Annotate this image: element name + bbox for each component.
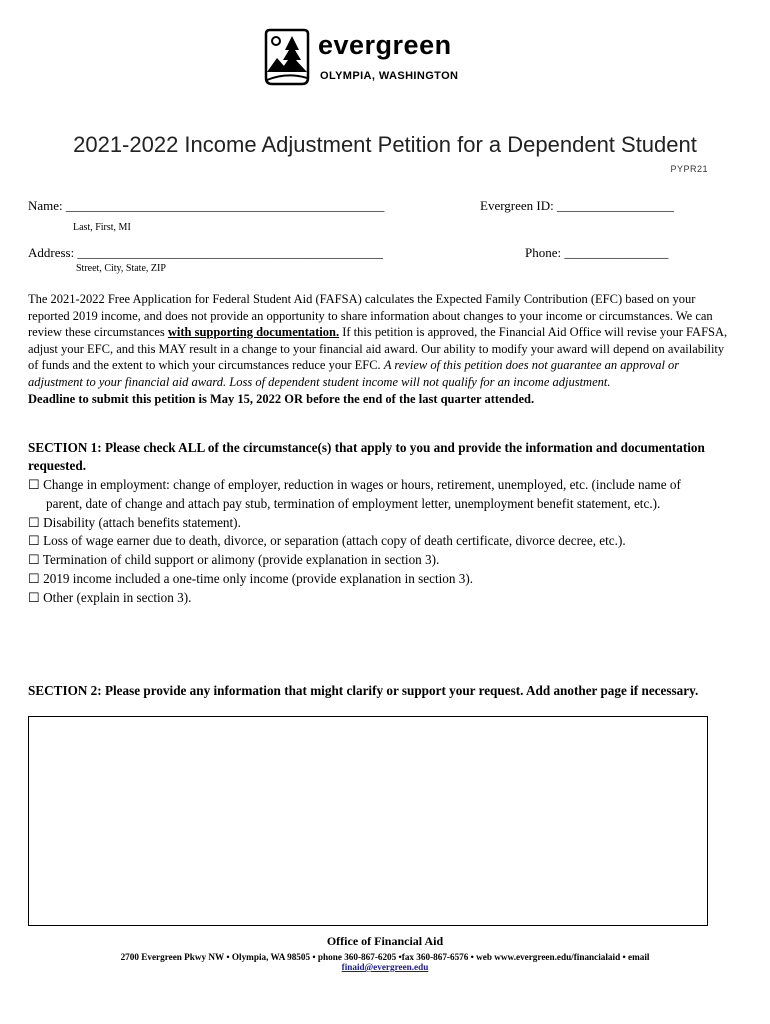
footer-address: 2700 Evergreen Pkwy NW • Olympia, WA 98505 • phone 360-867-6205 •fax 360-867-6576 • web www.evergreen.edu/financialaid • email xyxy=(120,952,650,962)
checklist-item[interactable] xyxy=(28,514,708,533)
address-label: Address: xyxy=(28,245,75,260)
name-input-line[interactable]: _________________________________________________ xyxy=(65,198,385,213)
intro-text-1: The 2021-2022 Free Application for Federal Student Aid (FAFSA) calculates the Expected Family Contribution (EFC) based on your reported 2019 income, and does not provide an opportunity to share information about changes to your income or circumstances. We can review these circumstances xyxy=(28,292,713,340)
phone-input-line[interactable]: ________________ xyxy=(564,245,669,260)
intro-paragraph xyxy=(28,291,728,407)
checklist-item[interactable] xyxy=(28,570,708,589)
checklist-item-label: Change in employment: change of employer, reduction in wages or hours, retirement, unemployed, etc. (include name of parent, date of change and attach pay stub, termination of employment letter, unemployment benefit statement, etc.). xyxy=(43,477,681,511)
checklist-item-label: Other (explain in section 3). xyxy=(43,589,192,605)
checklist-item-label: 2019 income included a one-time only income (provide explanation in section 3). xyxy=(43,570,474,586)
logo-location: OLYMPIA, WASHINGTON xyxy=(320,70,459,82)
checkbox-icon[interactable]: ☐ xyxy=(28,570,40,586)
address-field[interactable] xyxy=(28,245,383,261)
address-hint: Street, City, State, ZIP xyxy=(76,263,166,274)
deadline-notice: Deadline to submit this petition is May 15, 2022 OR before the end of the last quarter attended. xyxy=(28,391,535,406)
checkbox-icon[interactable]: ☐ xyxy=(28,552,40,568)
intro-text-2: If this petition is approved, the Financial Aid Office will revise your FAFSA, adjust your EFC, and this MAY result in a change to your financial aid award. Our ability to modify your award will depend on availability of funds and the extent to which your circumstances reduce your EFC. xyxy=(28,325,728,373)
checkbox-icon[interactable]: ☐ xyxy=(28,589,40,605)
footer-office: Office of Financial Aid xyxy=(326,934,444,948)
intro-emphasis: with supporting documentation. xyxy=(167,325,340,340)
form-code: PYPR21 xyxy=(670,164,708,174)
tree-mountain-logo-icon xyxy=(262,28,312,86)
section-2-heading: SECTION 2: Please provide any information that might clarify or support your request. Add another page if necessary. xyxy=(28,683,699,698)
logo-name: evergreen xyxy=(318,30,452,60)
page-title: 2021-2022 Income Adjustment Petition for a Dependent Student xyxy=(73,132,697,157)
section-2-response-box[interactable] xyxy=(28,716,708,926)
section-1-checklist xyxy=(28,476,708,608)
section-1-heading: SECTION 1: Please check ALL of the circumstance(s) that apply to you and provide the information and documentation requested. xyxy=(28,440,705,473)
evergreen-id-input-line[interactable]: __________________ xyxy=(557,198,675,213)
address-input-line[interactable]: _______________________________________________ xyxy=(77,245,383,260)
checklist-item-label: Disability (attach benefits statement). xyxy=(43,514,241,530)
name-label: Name: xyxy=(28,198,63,213)
checklist-item-label: Loss of wage earner due to death, divorce, or separation (attach copy of death certificate, divorce decree, etc.). xyxy=(43,533,626,549)
footer xyxy=(0,934,770,972)
checkbox-icon[interactable]: ☐ xyxy=(28,477,40,492)
logo xyxy=(262,28,502,90)
intro-disclaimer: A review of this petition does not guarantee an approval or adjustment to your financial aid award. Loss of dependent student income will not qualify for an income adjustment. xyxy=(28,358,680,389)
checkbox-icon[interactable]: ☐ xyxy=(28,514,40,530)
evergreen-id-field[interactable] xyxy=(480,198,674,214)
phone-field[interactable] xyxy=(525,245,668,261)
evergreen-id-label: Evergreen ID: xyxy=(480,198,554,213)
footer-email-link[interactable]: finaid@evergreen.edu xyxy=(341,962,429,972)
checklist-item-label: Termination of child support or alimony (provide explanation in section 3). xyxy=(42,552,440,568)
name-field[interactable] xyxy=(28,198,384,214)
checklist-item[interactable] xyxy=(28,589,708,608)
checklist-item[interactable] xyxy=(28,532,708,551)
checklist-item[interactable] xyxy=(28,476,708,514)
phone-label: Phone: xyxy=(525,245,562,260)
checkbox-icon[interactable]: ☐ xyxy=(28,533,40,549)
name-hint: Last, First, MI xyxy=(73,222,131,233)
checklist-item[interactable] xyxy=(28,551,708,570)
